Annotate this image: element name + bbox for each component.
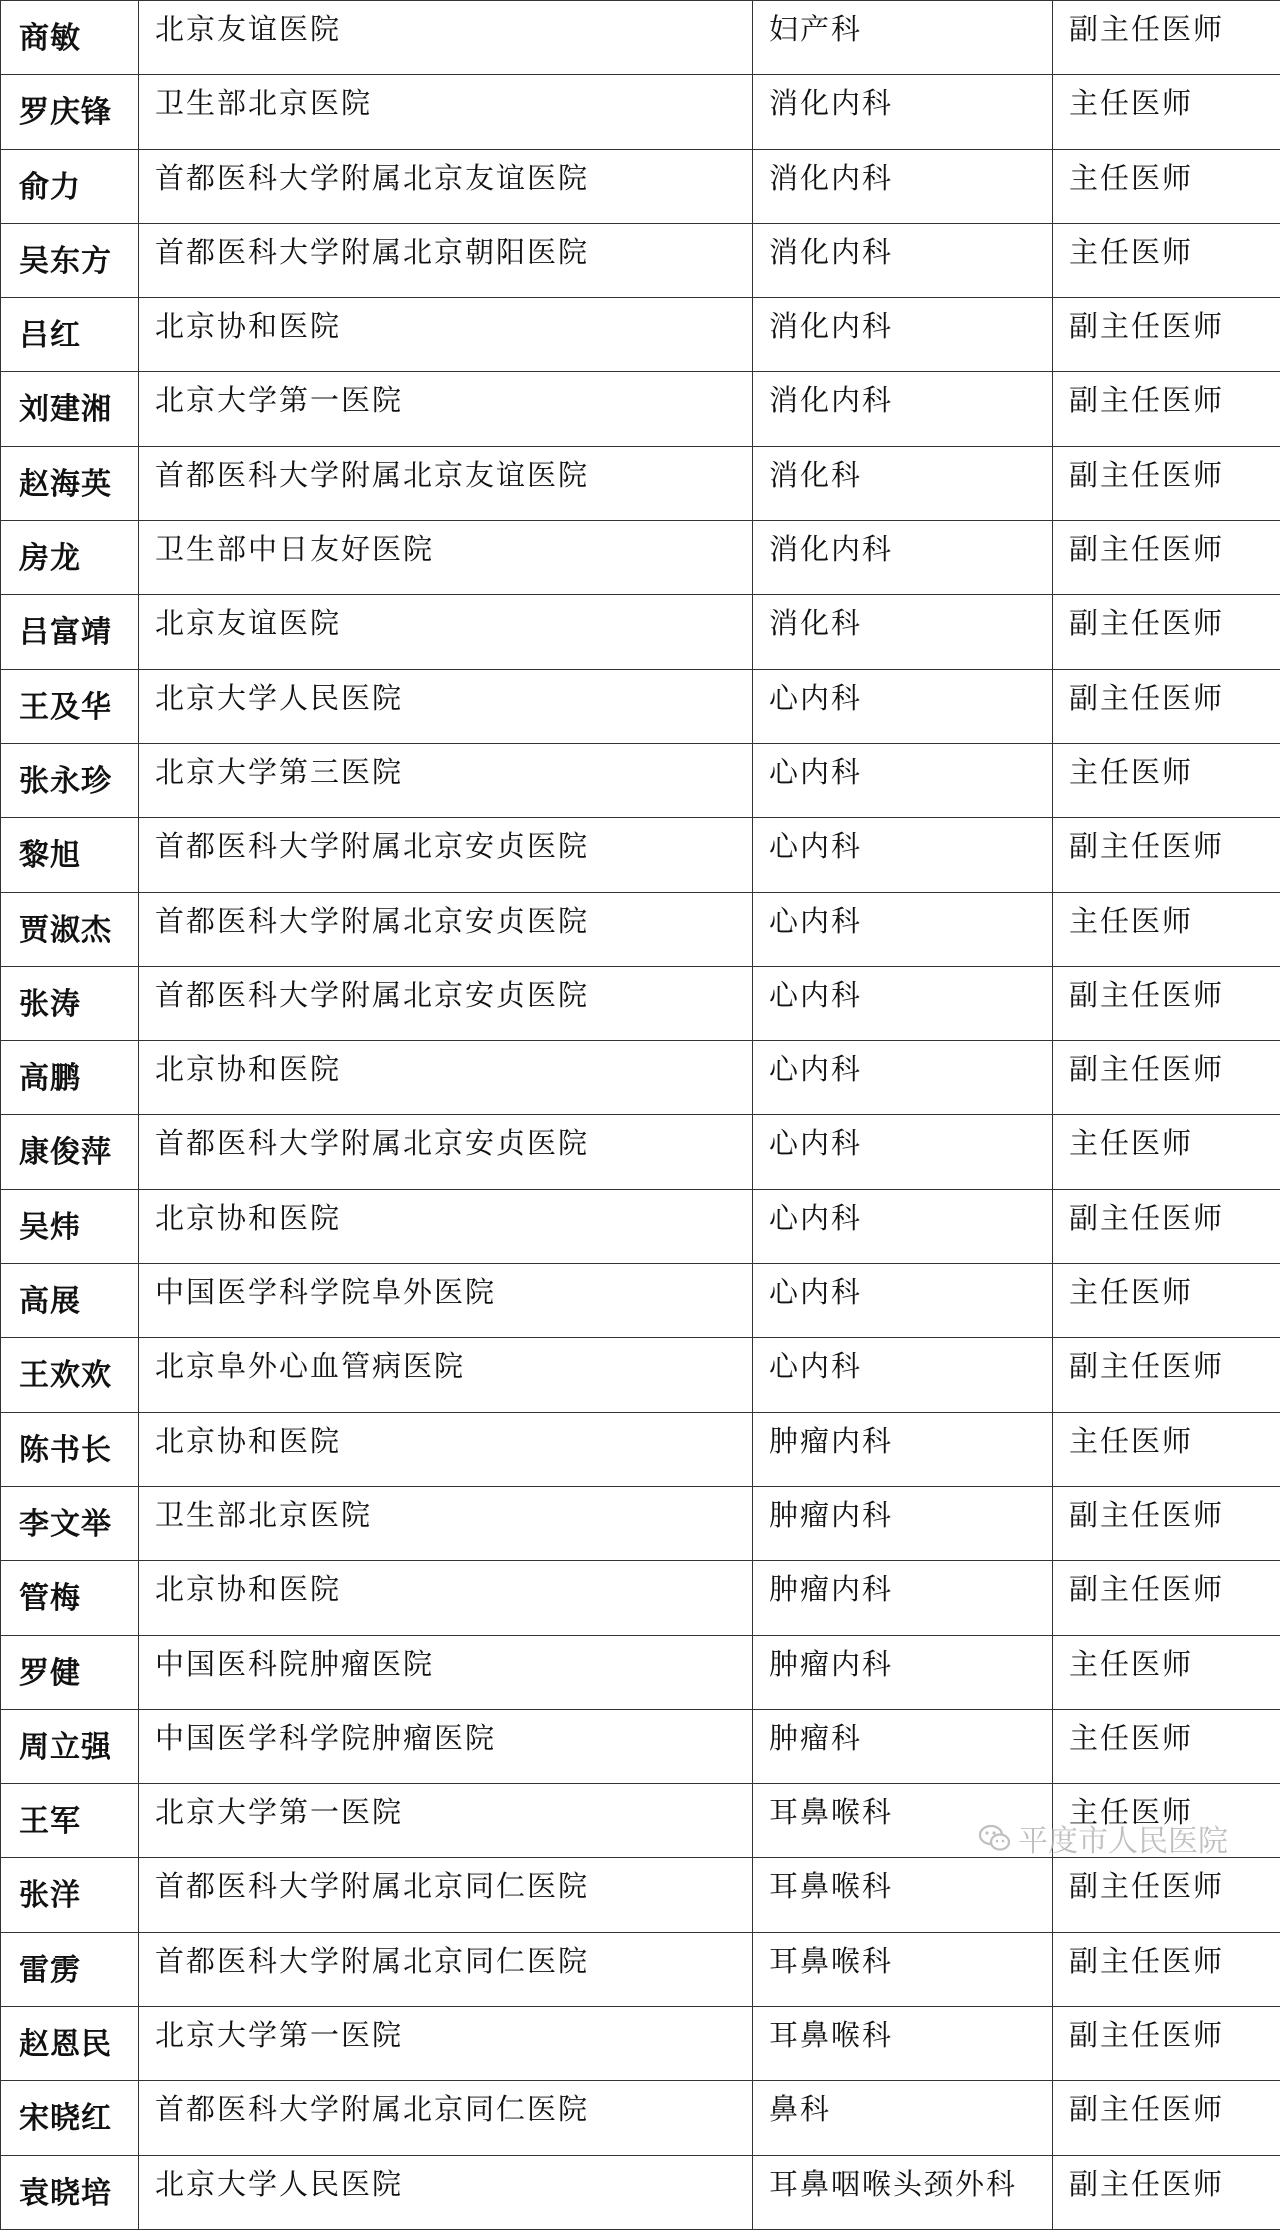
title-cell: 副主任医师 bbox=[1053, 298, 1280, 372]
name-cell: 袁晓培 bbox=[1, 2155, 139, 2229]
hospital-cell: 北京协和医院 bbox=[139, 1412, 753, 1486]
name-cell: 俞力 bbox=[1, 149, 139, 223]
department-cell: 心内科 bbox=[753, 1264, 1053, 1338]
hospital-cell: 卫生部中日友好医院 bbox=[139, 521, 753, 595]
hospital-cell: 北京协和医院 bbox=[139, 1189, 753, 1263]
department-cell: 耳鼻喉科 bbox=[753, 1858, 1053, 1932]
table-row bbox=[1, 595, 1280, 669]
title-cell: 主任医师 bbox=[1053, 1635, 1280, 1709]
table-row bbox=[1, 372, 1280, 446]
department-cell: 消化内科 bbox=[753, 149, 1053, 223]
hospital-cell: 首都医科大学附属北京同仁医院 bbox=[139, 2081, 753, 2155]
wechat-icon bbox=[978, 1821, 1012, 1855]
title-cell: 副主任医师 bbox=[1053, 1, 1280, 75]
hospital-cell: 首都医科大学附属北京安贞医院 bbox=[139, 892, 753, 966]
table-row bbox=[1, 1486, 1280, 1560]
department-cell: 鼻科 bbox=[753, 2081, 1053, 2155]
hospital-cell: 首都医科大学附属北京安贞医院 bbox=[139, 818, 753, 892]
name-cell: 商敏 bbox=[1, 1, 139, 75]
table-row bbox=[1, 1264, 1280, 1338]
title-cell: 主任医师 bbox=[1053, 743, 1280, 817]
hospital-cell: 北京协和医院 bbox=[139, 298, 753, 372]
name-cell: 吕红 bbox=[1, 298, 139, 372]
name-cell: 高鹏 bbox=[1, 1041, 139, 1115]
table-row bbox=[1, 298, 1280, 372]
hospital-cell: 北京大学第一医院 bbox=[139, 372, 753, 446]
title-cell: 副主任医师 bbox=[1053, 818, 1280, 892]
department-cell: 心内科 bbox=[753, 669, 1053, 743]
table-row bbox=[1, 669, 1280, 743]
hospital-cell: 北京大学第一医院 bbox=[139, 2007, 753, 2081]
table-row bbox=[1, 1189, 1280, 1263]
name-cell: 李文举 bbox=[1, 1486, 139, 1560]
name-cell: 吕富靖 bbox=[1, 595, 139, 669]
department-cell: 心内科 bbox=[753, 743, 1053, 817]
hospital-cell: 首都医科大学附属北京安贞医院 bbox=[139, 1115, 753, 1189]
title-cell: 副主任医师 bbox=[1053, 1338, 1280, 1412]
table-row bbox=[1, 75, 1280, 149]
department-cell: 妇产科 bbox=[753, 1, 1053, 75]
table-row bbox=[1, 892, 1280, 966]
name-cell: 王及华 bbox=[1, 669, 139, 743]
name-cell: 吴东方 bbox=[1, 223, 139, 297]
table-row bbox=[1, 1041, 1280, 1115]
name-cell: 赵恩民 bbox=[1, 2007, 139, 2081]
title-cell: 主任医师 bbox=[1053, 149, 1280, 223]
hospital-cell: 首都医科大学附属北京同仁医院 bbox=[139, 1932, 753, 2006]
hospital-cell: 卫生部北京医院 bbox=[139, 1486, 753, 1560]
table-row bbox=[1, 1115, 1280, 1189]
title-cell: 主任医师 bbox=[1053, 1709, 1280, 1783]
name-cell: 贾淑杰 bbox=[1, 892, 139, 966]
department-cell: 心内科 bbox=[753, 966, 1053, 1040]
name-cell: 王欢欢 bbox=[1, 1338, 139, 1412]
department-cell: 心内科 bbox=[753, 1189, 1053, 1263]
hospital-cell: 中国医学科学院阜外医院 bbox=[139, 1264, 753, 1338]
watermark-text: 平度市人民医院 bbox=[1018, 1816, 1228, 1860]
table-row bbox=[1, 1858, 1280, 1932]
hospital-cell: 首都医科大学附属北京安贞医院 bbox=[139, 966, 753, 1040]
name-cell: 宋晓红 bbox=[1, 2081, 139, 2155]
hospital-cell: 北京协和医院 bbox=[139, 1561, 753, 1635]
title-cell: 主任医师 bbox=[1053, 75, 1280, 149]
department-cell: 肿瘤内科 bbox=[753, 1561, 1053, 1635]
hospital-cell: 首都医科大学附属北京同仁医院 bbox=[139, 1858, 753, 1932]
name-cell: 管梅 bbox=[1, 1561, 139, 1635]
name-cell: 康俊萍 bbox=[1, 1115, 139, 1189]
title-cell: 副主任医师 bbox=[1053, 2081, 1280, 2155]
table-row bbox=[1, 818, 1280, 892]
name-cell: 雷雳 bbox=[1, 1932, 139, 2006]
name-cell: 房龙 bbox=[1, 521, 139, 595]
hospital-cell: 北京大学人民医院 bbox=[139, 669, 753, 743]
name-cell: 罗健 bbox=[1, 1635, 139, 1709]
table-row bbox=[1, 1932, 1280, 2006]
table-row bbox=[1, 1709, 1280, 1783]
department-cell: 消化内科 bbox=[753, 372, 1053, 446]
name-cell: 张永珍 bbox=[1, 743, 139, 817]
table-row bbox=[1, 966, 1280, 1040]
title-cell: 副主任医师 bbox=[1053, 521, 1280, 595]
hospital-cell: 首都医科大学附属北京友谊医院 bbox=[139, 149, 753, 223]
name-cell: 黎旭 bbox=[1, 818, 139, 892]
hospital-cell: 北京阜外心血管病医院 bbox=[139, 1338, 753, 1412]
doctor-table-body bbox=[1, 1, 1280, 2230]
table-row bbox=[1, 1412, 1280, 1486]
name-cell: 高展 bbox=[1, 1264, 139, 1338]
title-cell: 副主任医师 bbox=[1053, 1932, 1280, 2006]
department-cell: 消化科 bbox=[753, 595, 1053, 669]
department-cell: 心内科 bbox=[753, 818, 1053, 892]
department-cell: 心内科 bbox=[753, 892, 1053, 966]
table-row bbox=[1, 1338, 1280, 1412]
title-cell: 副主任医师 bbox=[1053, 1189, 1280, 1263]
name-cell: 张涛 bbox=[1, 966, 139, 1040]
name-cell: 王军 bbox=[1, 1784, 139, 1858]
hospital-cell: 北京友谊医院 bbox=[139, 595, 753, 669]
department-cell: 耳鼻喉科 bbox=[753, 1932, 1053, 2006]
title-cell: 主任医师 bbox=[1053, 1264, 1280, 1338]
table-row bbox=[1, 743, 1280, 817]
title-cell: 主任医师 bbox=[1053, 1784, 1280, 1858]
table-row bbox=[1, 2155, 1280, 2229]
name-cell: 罗庆锋 bbox=[1, 75, 139, 149]
hospital-cell: 北京大学第一医院 bbox=[139, 1784, 753, 1858]
hospital-cell: 北京大学第三医院 bbox=[139, 743, 753, 817]
title-cell: 副主任医师 bbox=[1053, 2007, 1280, 2081]
hospital-cell: 中国医科院肿瘤医院 bbox=[139, 1635, 753, 1709]
title-cell: 副主任医师 bbox=[1053, 2155, 1280, 2229]
hospital-cell: 中国医学科学院肿瘤医院 bbox=[139, 1709, 753, 1783]
department-cell: 耳鼻喉科 bbox=[753, 2007, 1053, 2081]
name-cell: 吴炜 bbox=[1, 1189, 139, 1263]
watermark bbox=[978, 1816, 1228, 1860]
name-cell: 张洋 bbox=[1, 1858, 139, 1932]
department-cell: 肿瘤科 bbox=[753, 1709, 1053, 1783]
table-row bbox=[1, 2007, 1280, 2081]
hospital-cell: 首都医科大学附属北京友谊医院 bbox=[139, 446, 753, 520]
name-cell: 周立强 bbox=[1, 1709, 139, 1783]
department-cell: 消化内科 bbox=[753, 521, 1053, 595]
title-cell: 副主任医师 bbox=[1053, 1858, 1280, 1932]
hospital-cell: 首都医科大学附属北京朝阳医院 bbox=[139, 223, 753, 297]
department-cell: 肿瘤内科 bbox=[753, 1412, 1053, 1486]
table-row bbox=[1, 521, 1280, 595]
department-cell: 耳鼻咽喉头颈外科 bbox=[753, 2155, 1053, 2229]
department-cell: 消化内科 bbox=[753, 223, 1053, 297]
title-cell: 副主任医师 bbox=[1053, 372, 1280, 446]
title-cell: 主任医师 bbox=[1053, 1412, 1280, 1486]
title-cell: 副主任医师 bbox=[1053, 966, 1280, 1040]
hospital-cell: 北京协和医院 bbox=[139, 1041, 753, 1115]
department-cell: 消化内科 bbox=[753, 298, 1053, 372]
department-cell: 耳鼻喉科 bbox=[753, 1784, 1053, 1858]
department-cell: 心内科 bbox=[753, 1338, 1053, 1412]
title-cell: 副主任医师 bbox=[1053, 1486, 1280, 1560]
title-cell: 副主任医师 bbox=[1053, 595, 1280, 669]
title-cell: 主任医师 bbox=[1053, 892, 1280, 966]
department-cell: 心内科 bbox=[753, 1115, 1053, 1189]
department-cell: 心内科 bbox=[753, 1041, 1053, 1115]
title-cell: 主任医师 bbox=[1053, 223, 1280, 297]
title-cell: 主任医师 bbox=[1053, 1115, 1280, 1189]
title-cell: 副主任医师 bbox=[1053, 669, 1280, 743]
table-row bbox=[1, 1561, 1280, 1635]
table-row bbox=[1, 149, 1280, 223]
title-cell: 副主任医师 bbox=[1053, 1041, 1280, 1115]
table-row bbox=[1, 1, 1280, 75]
table-row bbox=[1, 2081, 1280, 2155]
hospital-cell: 卫生部北京医院 bbox=[139, 75, 753, 149]
hospital-cell: 北京友谊医院 bbox=[139, 1, 753, 75]
table-row bbox=[1, 1635, 1280, 1709]
name-cell: 刘建湘 bbox=[1, 372, 139, 446]
name-cell: 陈书长 bbox=[1, 1412, 139, 1486]
title-cell: 副主任医师 bbox=[1053, 446, 1280, 520]
title-cell: 副主任医师 bbox=[1053, 1561, 1280, 1635]
department-cell: 肿瘤内科 bbox=[753, 1635, 1053, 1709]
table-row bbox=[1, 223, 1280, 297]
department-cell: 消化科 bbox=[753, 446, 1053, 520]
name-cell: 赵海英 bbox=[1, 446, 139, 520]
department-cell: 肿瘤内科 bbox=[753, 1486, 1053, 1560]
department-cell: 消化内科 bbox=[753, 75, 1053, 149]
hospital-cell: 北京大学人民医院 bbox=[139, 2155, 753, 2229]
table-row bbox=[1, 446, 1280, 520]
